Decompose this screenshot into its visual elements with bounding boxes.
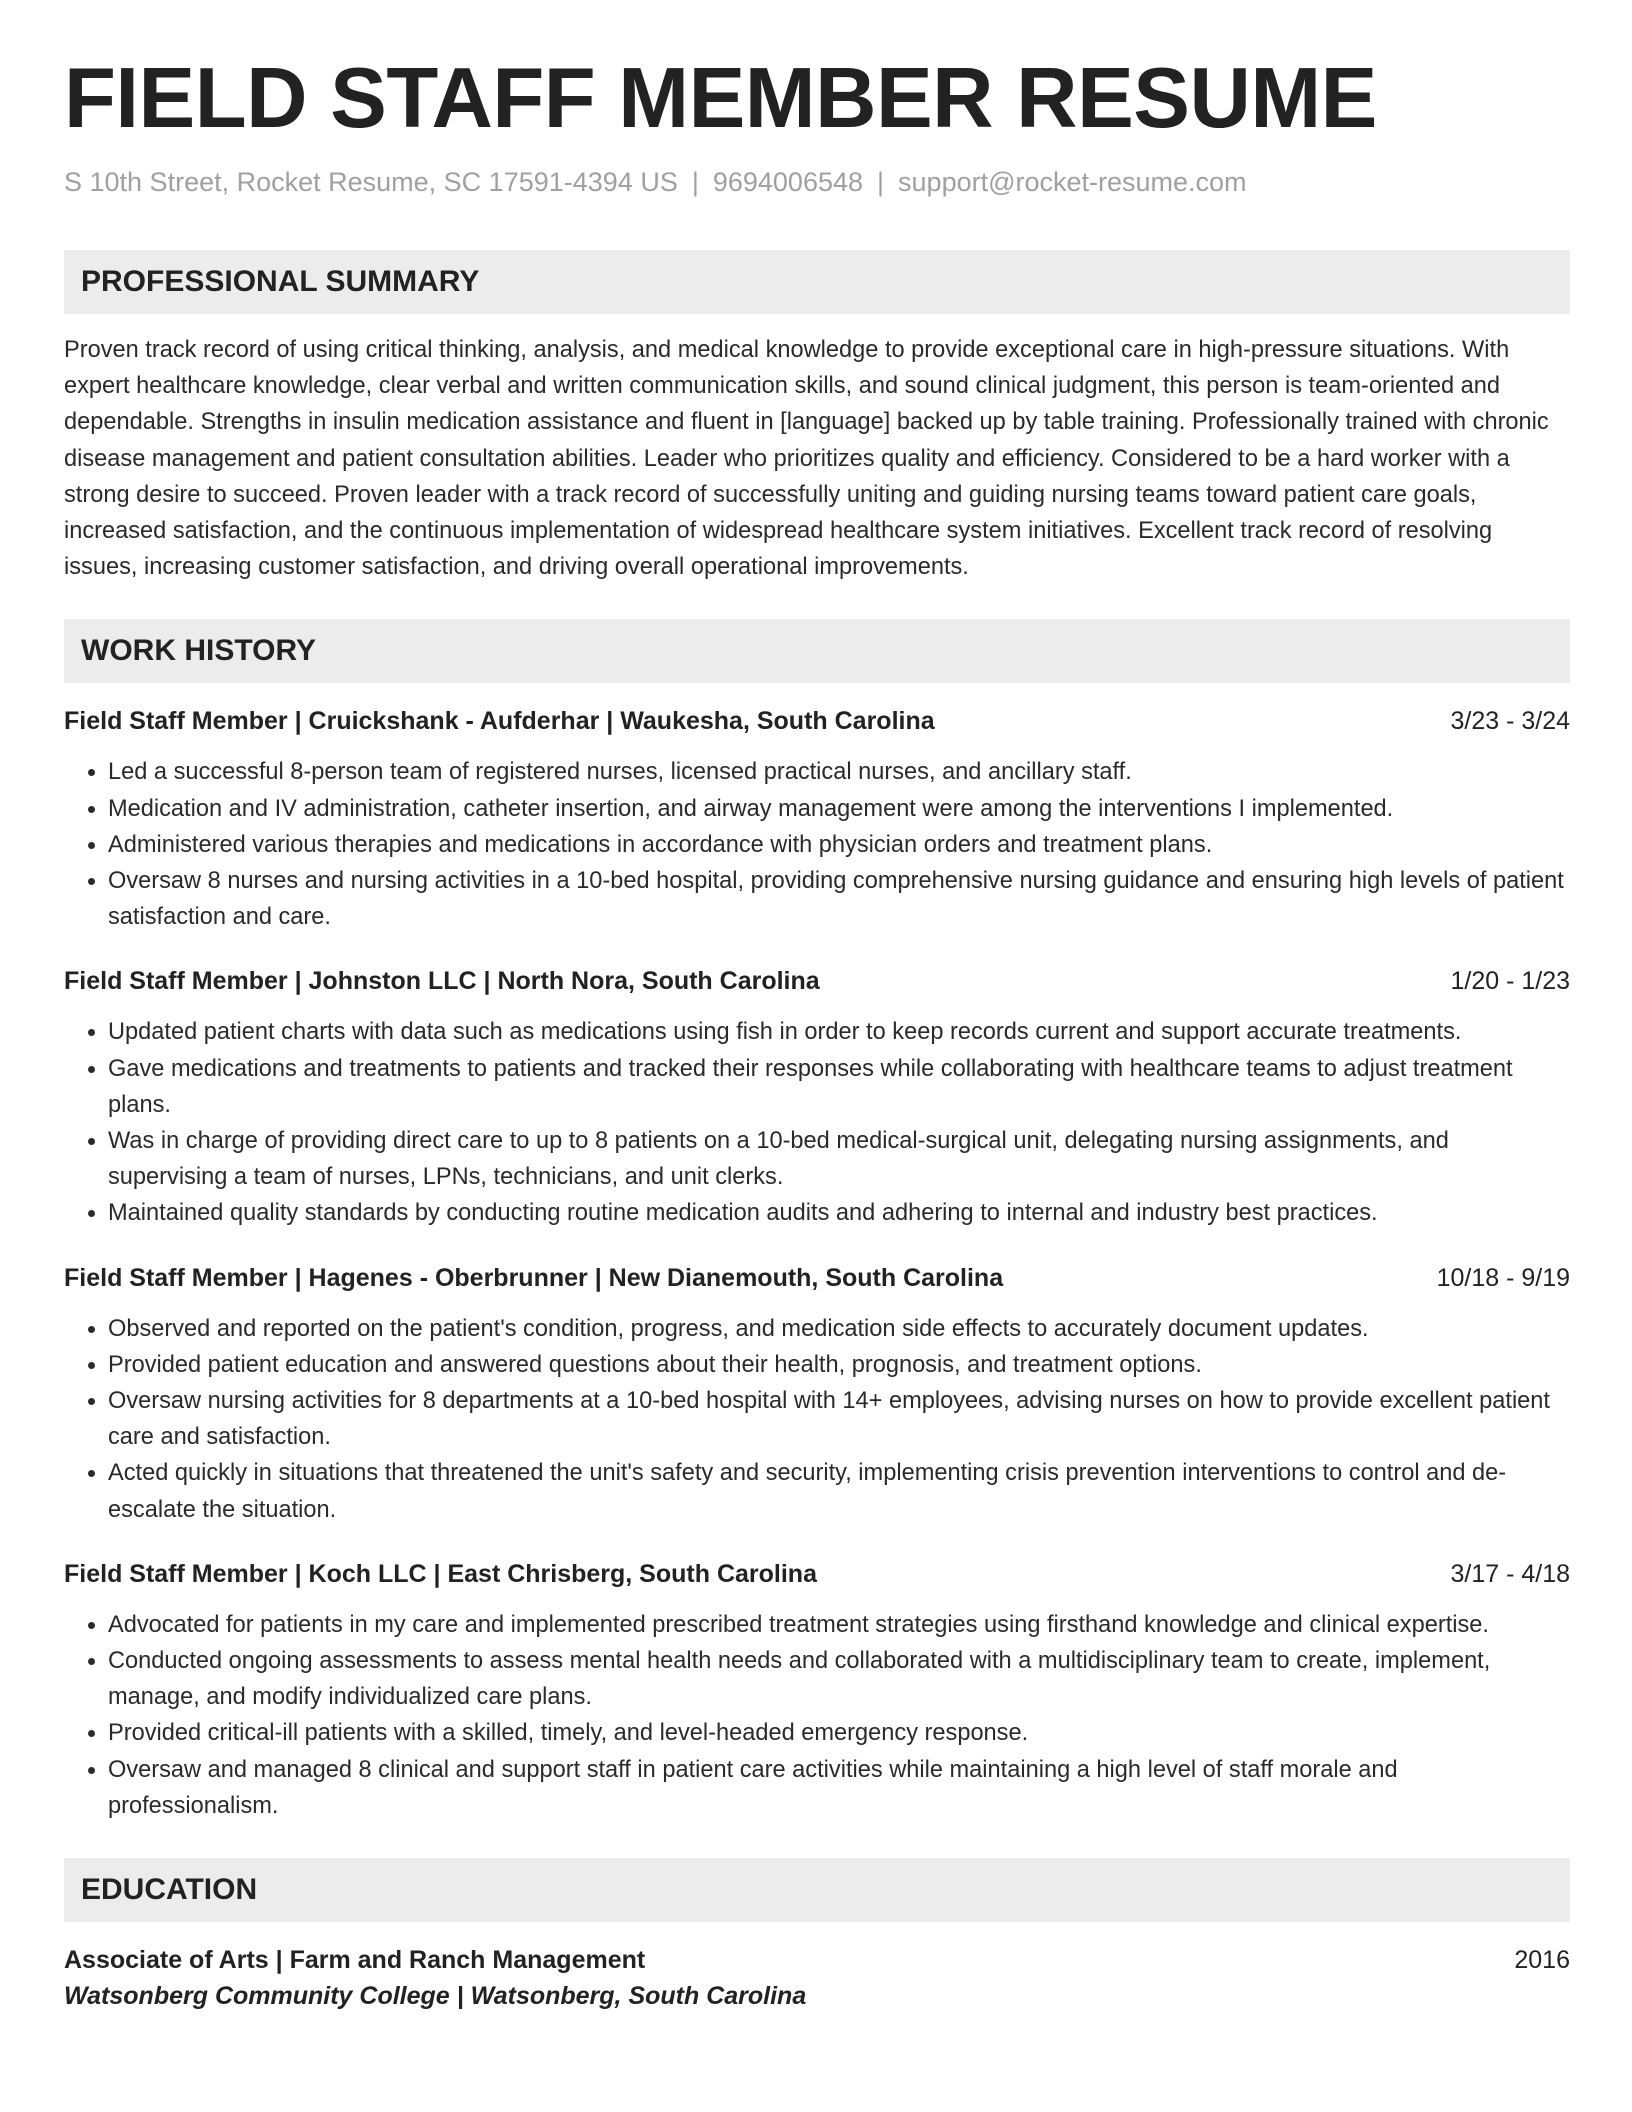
job-entry [64,963,1570,1231]
contact-email: support@rocket-resume.com [898,167,1247,197]
job-title: Field Staff Member | Johnston LLC | North Nora, South Carolina [64,967,820,996]
contact-address: S 10th Street, Rocket Resume, SC 17591-4394 US [64,167,678,197]
job-header [64,1556,1570,1592]
job-header [64,1260,1570,1296]
job-bullet: • Advocated for patients in my care and implemented prescribed treatment strategies using firsthand knowledge and clinical expertise. [108,1607,1570,1643]
section-header-education: EDUCATION [64,1858,1570,1922]
job-bullet: • Oversaw and managed 8 clinical and support staff in patient care activities while maintaining a high level of staff morale and professionalism. [108,1752,1570,1824]
job-dates: 10/18 - 9/19 [1436,1263,1570,1292]
job-dates: 3/23 - 3/24 [1450,707,1570,736]
job-bullet: • Administered various therapies and medications in accordance with physician orders and treatment plans. [108,827,1570,863]
job-bullet: • Observed and reported on the patient's condition, progress, and medication side effects to accurately document updates. [108,1311,1570,1347]
job-bullets [64,1311,1570,1528]
resume-page [64,51,1570,2014]
job-bullet: • Updated patient charts with data such as medications using fish in order to keep records current and support accurate treatments. [108,1014,1570,1050]
job-bullet: • Provided patient education and answered questions about their health, prognosis, and treatment options. [108,1347,1570,1383]
job-bullet: • Was in charge of providing direct care to up to 8 patients on a 10-bed medical-surgical unit, delegating nursing assignments, and supervising a team of nurses, LPNs, technicians, and unit clerks. [108,1123,1570,1195]
job-dates: 1/20 - 1/23 [1450,967,1570,996]
job-header [64,703,1570,739]
job-entry [64,1556,1570,1824]
summary-text: Proven track record of using critical thinking, analysis, and medical knowledge to provide exceptional care in high-pressure situations. With expert healthcare knowledge, clear verbal and written communication skills, and sound clinical judgment, this person is team-oriented and dependable. Strengths in insulin medication assistance and fluent in [language] backed up by table training. Professionally trained with chronic disease management and patient consultation abilities. Leader who prioritizes quality and efficiency. Considered to be a hard worker with a strong desire to succeed. Proven leader with a track record of successfully uniting and guiding nursing teams toward patient care goals, increased satisfaction, and the continuous implementation of widespread healthcare system initiatives. Excellent track record of resolving issues, increasing customer satisfaction, and driving overall operational improvements. [64,337,1549,581]
job-bullet: • Conducted ongoing assessments to assess mental health needs and collaborated with a multidisciplinary team to create, implement, manage, and modify individualized care plans. [108,1643,1570,1715]
contact-separator: | [691,167,699,197]
job-bullet: • Led a successful 8-person team of registered nurses, licensed practical nurses, and ancillary staff. [108,754,1570,790]
education-year: 2016 [1514,1946,1570,1975]
contact-separator: | [877,167,885,197]
job-bullet: • Oversaw 8 nurses and nursing activities in a 10-bed hospital, providing comprehensive nursing guidance and ensuring high levels of patient satisfaction and care. [108,863,1570,935]
job-entry [64,1260,1570,1528]
contact-line [64,167,1570,198]
job-title: Field Staff Member | Koch LLC | East Chrisberg, South Carolina [64,1559,817,1588]
education-header [64,1942,1570,1978]
education-school: Watsonberg Community College | Watsonberg, South Carolina [64,1982,807,2011]
job-bullets [64,1014,1570,1231]
education-degree: Associate of Arts | Farm and Ranch Management [64,1946,646,1975]
job-bullet: • Maintained quality standards by conducting routine medication audits and adhering to internal and industry best practices. [108,1195,1570,1231]
section-header-summary: PROFESSIONAL SUMMARY [64,250,1570,314]
job-title: Field Staff Member | Hagenes - Oberbrunner | New Dianemouth, South Carolina [64,1263,1004,1292]
job-bullet: • Oversaw nursing activities for 8 departments at a 10-bed hospital with 14+ employees, advising nurses on how to provide excellent patient care and satisfaction. [108,1383,1570,1455]
job-header [64,963,1570,999]
job-bullets [64,754,1570,935]
section-header-work-history: WORK HISTORY [64,619,1570,683]
work-history-list [64,703,1570,1824]
education-entry [64,1942,1570,2014]
job-bullet: • Provided critical-ill patients with a skilled, timely, and level-headed emergency response. [108,1715,1570,1751]
job-title: Field Staff Member | Cruickshank - Aufderhar | Waukesha, South Carolina [64,707,935,736]
job-dates: 3/17 - 4/18 [1450,1559,1570,1588]
job-entry [64,703,1570,935]
resume-title: FIELD STAFF MEMBER RESUME [64,51,1377,146]
contact-phone: 9694006548 [712,167,864,197]
job-bullets [64,1607,1570,1824]
job-bullet: • Acted quickly in situations that threatened the unit's safety and security, implementing crisis prevention interventions to control and de-escalate the situation. [108,1455,1570,1527]
job-bullet: • Gave medications and treatments to patients and tracked their responses while collaborating with healthcare teams to adjust treatment plans. [108,1051,1570,1123]
job-bullet: • Medication and IV administration, catheter insertion, and airway management were among the interventions I implemented. [108,791,1570,827]
